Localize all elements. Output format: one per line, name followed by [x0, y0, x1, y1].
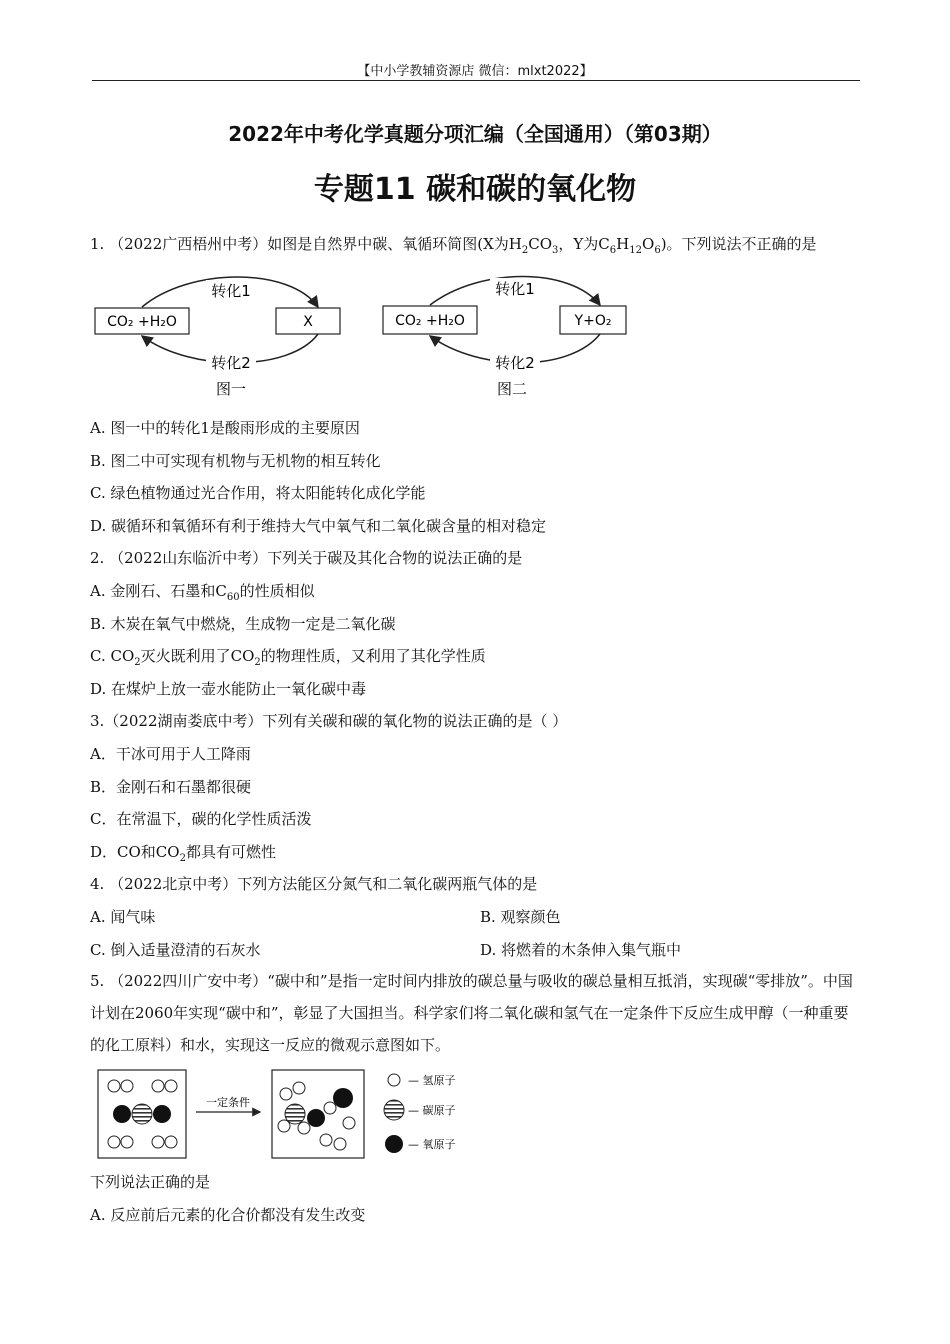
- q2-option-c: C. $CO_2$灭火既利用了$CO_2$的物理性质，又利用了其化学性质: [90, 647, 486, 668]
- fig1-caption: 图一: [215, 380, 247, 398]
- h-atom: [293, 1082, 305, 1094]
- q3-option-b: B．金刚石和石墨都很硬: [90, 778, 252, 796]
- q3-stem: 3.（2022湖南娄底中考）下列有关碳和碳的氧化物的说法正确的是（ ）: [90, 712, 568, 730]
- h-atom: [152, 1080, 164, 1092]
- h-atom: [152, 1136, 164, 1148]
- header-divider: [92, 80, 860, 81]
- q4-option-d: D. 将燃着的木条伸入集气瓶中: [480, 941, 682, 959]
- h-atom: [278, 1120, 290, 1132]
- q1-option-c: C. 绿色植物通过光合作用，将太阳能转化成化学能: [90, 484, 426, 502]
- q1-cycle-diagram: [90, 272, 650, 402]
- q3-option-c: C．在常温下，碳的化学性质活泼: [90, 810, 312, 828]
- fig2-turn2-label: 转化2: [495, 354, 535, 372]
- q2-option-d: D. 在煤炉上放一壶水能防止一氧化碳中毒: [90, 680, 367, 698]
- h-atom: [320, 1134, 332, 1146]
- q5-question: 下列说法正确的是: [90, 1173, 211, 1191]
- fig2-turn1-label: 转化1: [495, 280, 535, 298]
- q1-option-b: B. 图二中可实现有机物与无机物的相互转化: [90, 452, 381, 470]
- h-atom: [121, 1080, 133, 1092]
- q5-micro-reaction-diagram: [96, 1068, 516, 1164]
- q2-option-b: B. 木炭在氧气中燃烧，生成物一定是二氧化碳: [90, 615, 396, 633]
- legend-o-icon: [385, 1135, 403, 1153]
- legend-h-icon: [388, 1074, 400, 1086]
- h-atom: [121, 1136, 133, 1148]
- q2-option-a: A. 金刚石、石墨和$C_{60}$的性质相似: [90, 582, 315, 603]
- h-atom: [298, 1122, 310, 1134]
- o-atom: [333, 1088, 353, 1108]
- page-header: 【中小学教辅资源店 微信：mlxt2022】: [357, 64, 593, 79]
- q2-stem: 2. （2022山东临沂中考）下列关于碳及其化合物的说法正确的是: [90, 549, 523, 567]
- q3-option-d: D．CO和$CO_2$都具有可燃性: [90, 843, 276, 864]
- fig1-x-label: X: [303, 314, 313, 330]
- h-atom: [324, 1102, 336, 1114]
- q4-option-a: A. 闻气味: [90, 908, 156, 926]
- q4-option-c: C. 倒入适量澄清的石灰水: [90, 941, 261, 959]
- fig1-co2-h2o-label: CO₂ +H₂O: [107, 314, 177, 330]
- reaction-condition: 一定条件: [206, 1096, 250, 1109]
- q5-option-a: A. 反应前后元素的化合价都没有发生改变: [90, 1206, 366, 1224]
- legend-c-icon: [384, 1100, 404, 1120]
- o-atom: [307, 1109, 325, 1127]
- q1-option-a: A. 图一中的转化1是酸雨形成的主要原因: [90, 419, 360, 437]
- legend-hydrogen: — 氢原子: [408, 1074, 456, 1087]
- o-atom: [113, 1105, 131, 1123]
- fig2-caption: 图二: [496, 380, 528, 398]
- h-atom: [108, 1080, 120, 1092]
- o-atom: [153, 1105, 171, 1123]
- fig1-turn2-label: 转化2: [211, 354, 251, 372]
- q1-option-d: D. 碳循环和氧循环有利于维持大气中氧气和二氧化碳含量的相对稳定: [90, 517, 547, 535]
- q1-stem: 1. （2022广西梧州中考）如图是自然界中碳、氧循环简图(X为$H_2CO_3$，Y为$C_6H_{12}O_6$)。下列说法不正确的是: [90, 235, 817, 256]
- fig1-turn1-label: 转化1: [211, 282, 251, 300]
- legend-oxygen: — 氧原子: [408, 1138, 456, 1151]
- legend-carbon: — 碳原子: [408, 1104, 456, 1117]
- h-atom: [280, 1088, 292, 1100]
- h-atom: [334, 1138, 346, 1150]
- fig2-co2-h2o-label: CO₂ +H₂O: [395, 313, 465, 329]
- topic-title: 专题11 碳和碳的氧化物: [313, 172, 637, 207]
- h-atom: [343, 1117, 355, 1129]
- c-atom: [132, 1104, 152, 1124]
- h-atom: [165, 1136, 177, 1148]
- q4-option-b: B. 观察颜色: [480, 908, 561, 926]
- q5-stem: 5. （2022四川广安中考）“碳中和”是指一定时间内排放的碳总量与吸收的碳总量相互抵消，实现碳“零排放”。中国计划在2060年实现“碳中和”，彰显了大国担当。科学家们将二氧化碳和氢气在一定条件下反应生成甲醇（一种重要的化工原料）和水，实现这一反应的微观示意图如下。: [90, 972, 853, 1054]
- h-atom: [165, 1080, 177, 1092]
- q4-stem: 4. （2022北京中考）下列方法能区分氮气和二氧化碳两瓶气体的是: [90, 875, 538, 893]
- h-atom: [108, 1136, 120, 1148]
- fig2-y-o2-label: Y+O₂: [574, 313, 612, 329]
- document-title: 2022年中考化学真题分项汇编（全国通用）（第03期）: [228, 122, 722, 146]
- q3-option-a: A．干冰可用于人工降雨: [90, 745, 251, 763]
